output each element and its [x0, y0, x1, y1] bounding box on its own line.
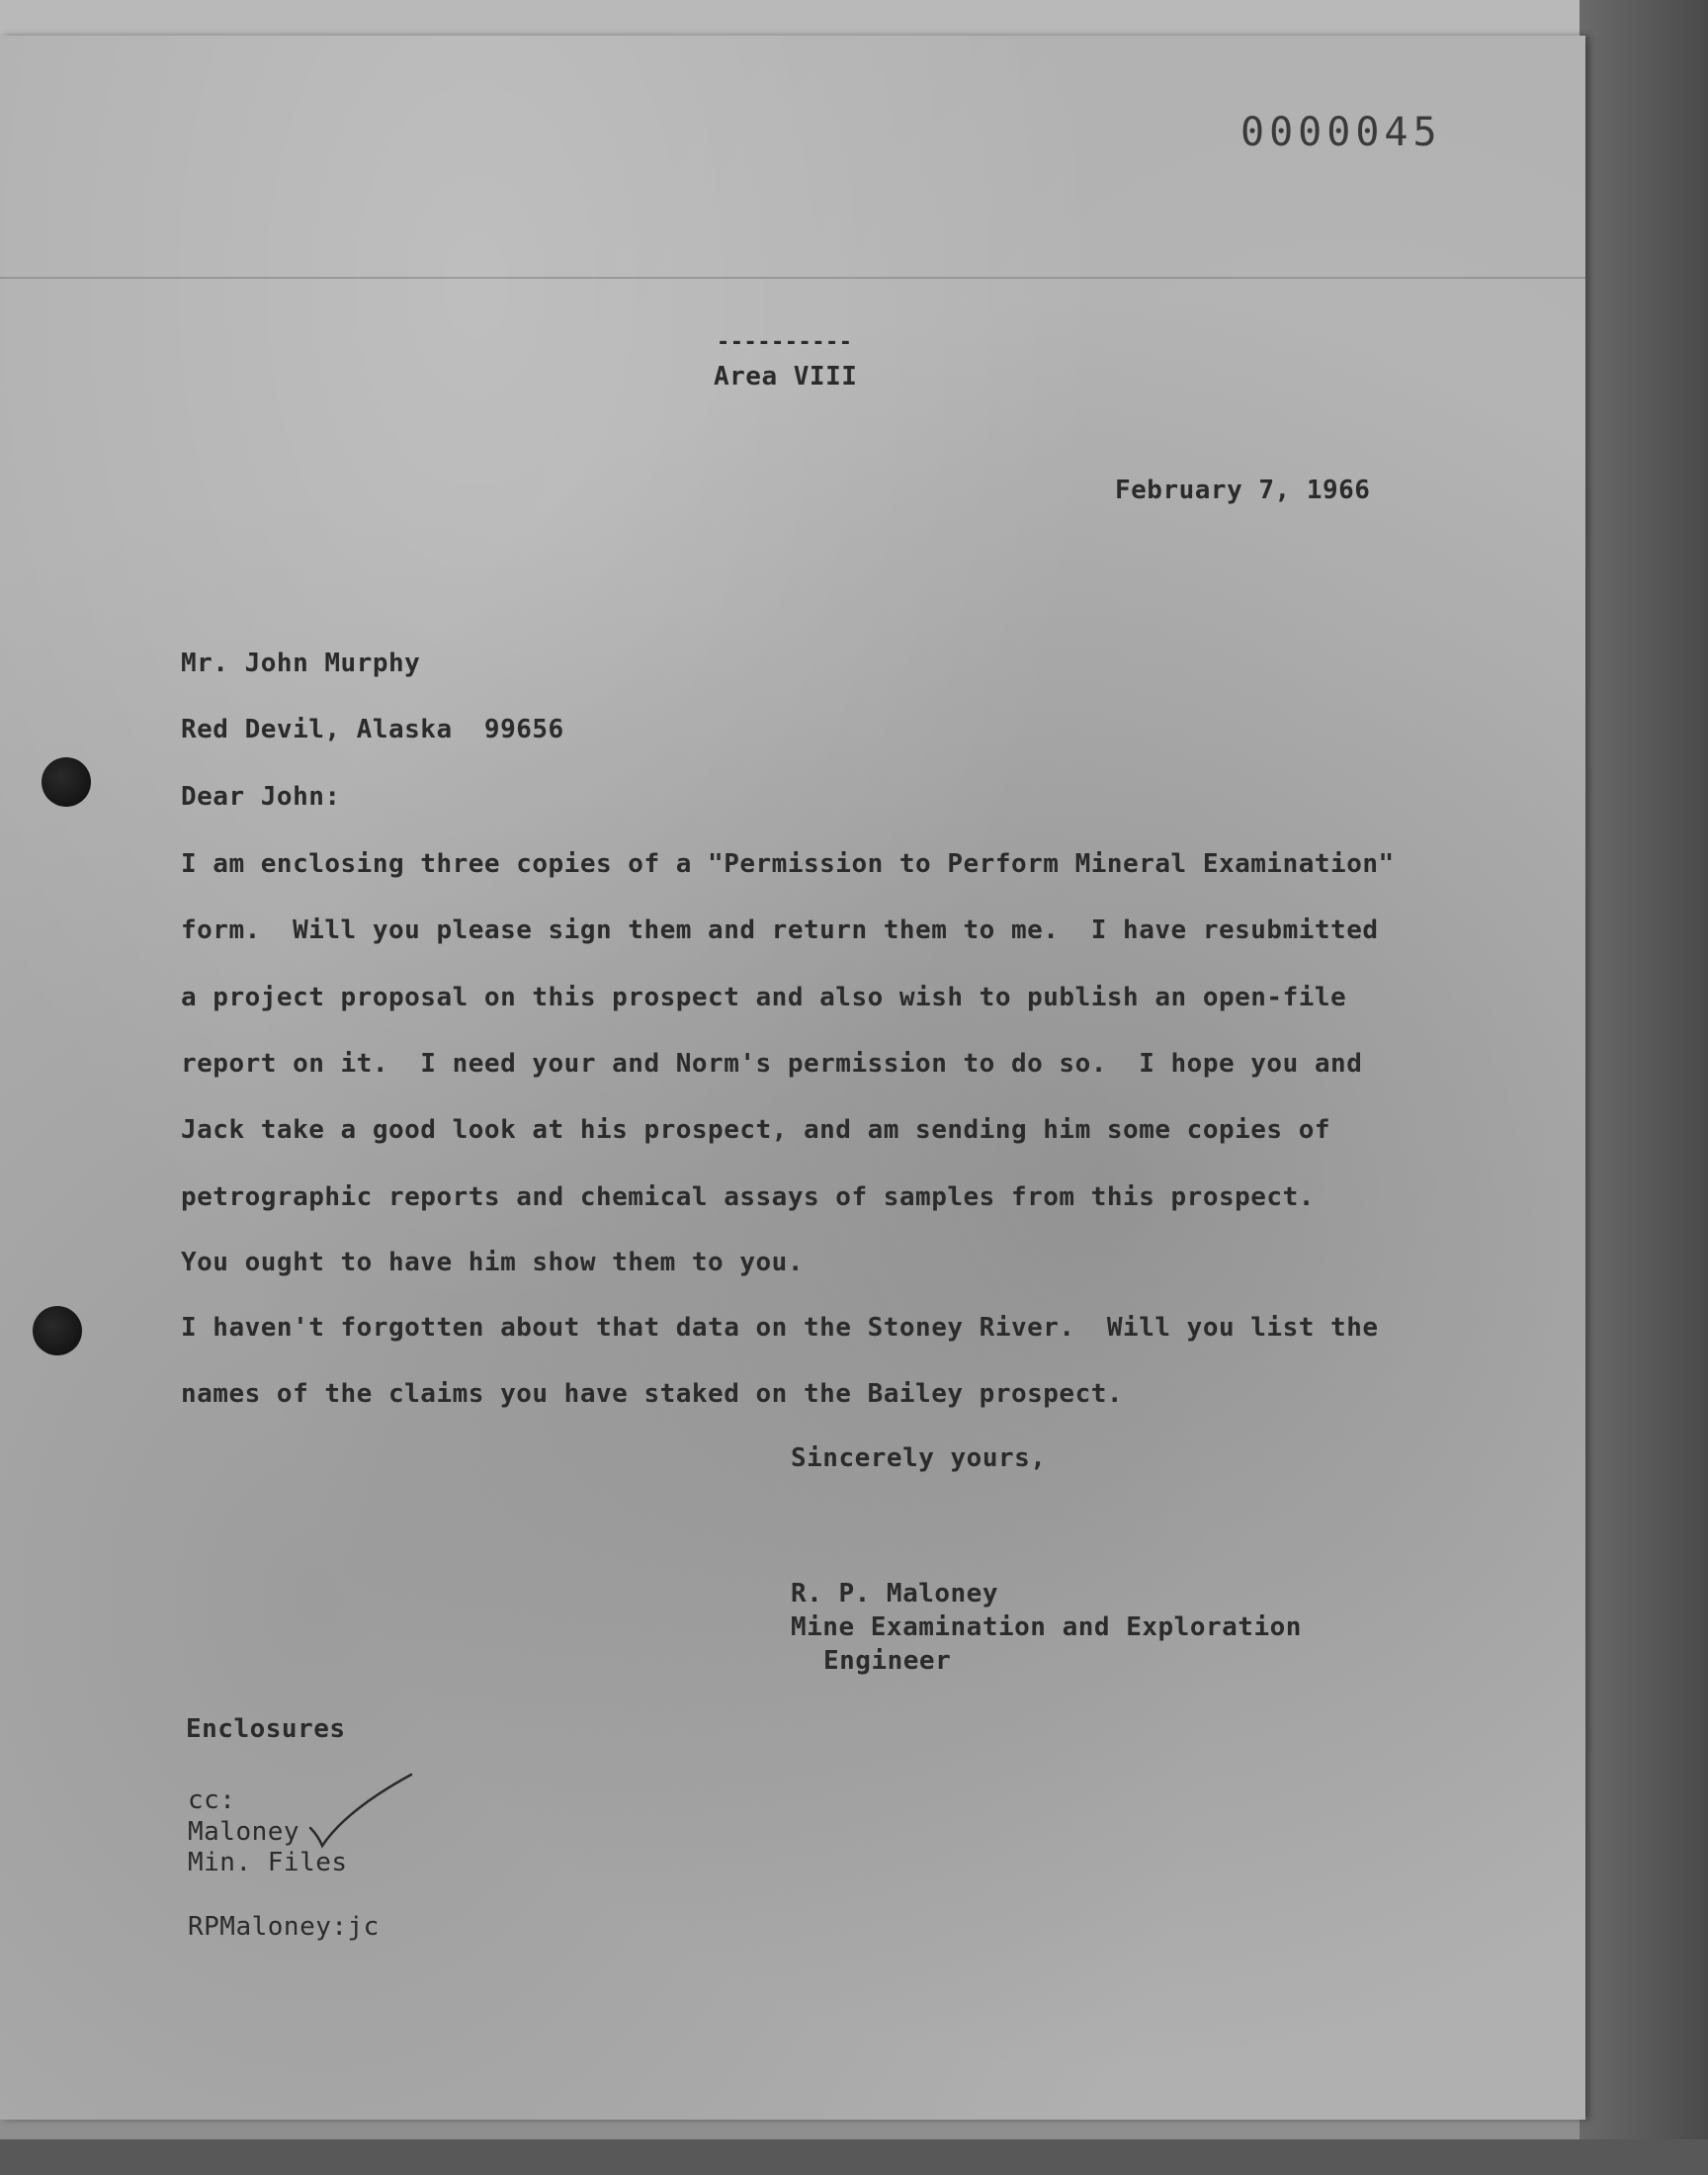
recipient-address: Red Devil, Alaska 99656	[181, 715, 564, 744]
body-line: petrographic reports and chemical assays of samples from this prospect.	[181, 1182, 1315, 1212]
body-line: You ought to have him show them to you.	[181, 1248, 804, 1277]
letter-date: February 7, 1966	[1115, 476, 1371, 505]
signature-title-line1: Mine Examination and Exploration	[791, 1612, 1302, 1642]
body-line: a project proposal on this prospect and also wish to publish an open-file	[181, 983, 1347, 1012]
closing: Sincerely yours,	[791, 1443, 1047, 1473]
fold-line	[0, 277, 1585, 279]
letter-page	[0, 36, 1585, 2120]
body-line: report on it. I need your and Norm's permission to do so. I hope you and	[181, 1049, 1363, 1079]
body-line: names of the claims you have staked on the Bailey prospect.	[181, 1379, 1124, 1409]
document-number: 0000045	[1240, 110, 1442, 155]
body-line: form. Will you please sign them and return them to me. I have resubmitted	[181, 915, 1379, 945]
cc-label: cc:	[188, 1785, 236, 1815]
signature-title-line2: Engineer	[823, 1646, 952, 1676]
cc-recipient: Maloney	[188, 1817, 300, 1847]
enclosures-label: Enclosures	[186, 1714, 346, 1744]
scan-top-edge	[0, 0, 1708, 40]
reference-initials: RPMaloney:jc	[188, 1912, 380, 1942]
scan-bottom-shadow	[0, 2139, 1708, 2175]
body-line: I haven't forgotten about that data on the Stoney River. Will you list the	[181, 1313, 1379, 1343]
punch-hole-bottom	[33, 1306, 82, 1355]
signature-name: R. P. Maloney	[791, 1579, 998, 1609]
body-line: I am enclosing three copies of a "Permission to Perform Mineral Examination"	[181, 849, 1395, 879]
scan-right-shadow	[1580, 0, 1708, 2175]
punch-hole-top	[42, 757, 91, 807]
handwritten-check-mark	[306, 1771, 415, 1850]
area-heading: Area VIII	[714, 362, 858, 392]
body-line: Jack take a good look at his prospect, and am sending him some copies of	[181, 1115, 1331, 1145]
salutation: Dear John:	[181, 782, 341, 812]
recipient-name: Mr. John Murphy	[181, 649, 421, 678]
area-dashes: ----------	[717, 330, 853, 355]
cc-recipient: Min. Files	[188, 1848, 348, 1877]
